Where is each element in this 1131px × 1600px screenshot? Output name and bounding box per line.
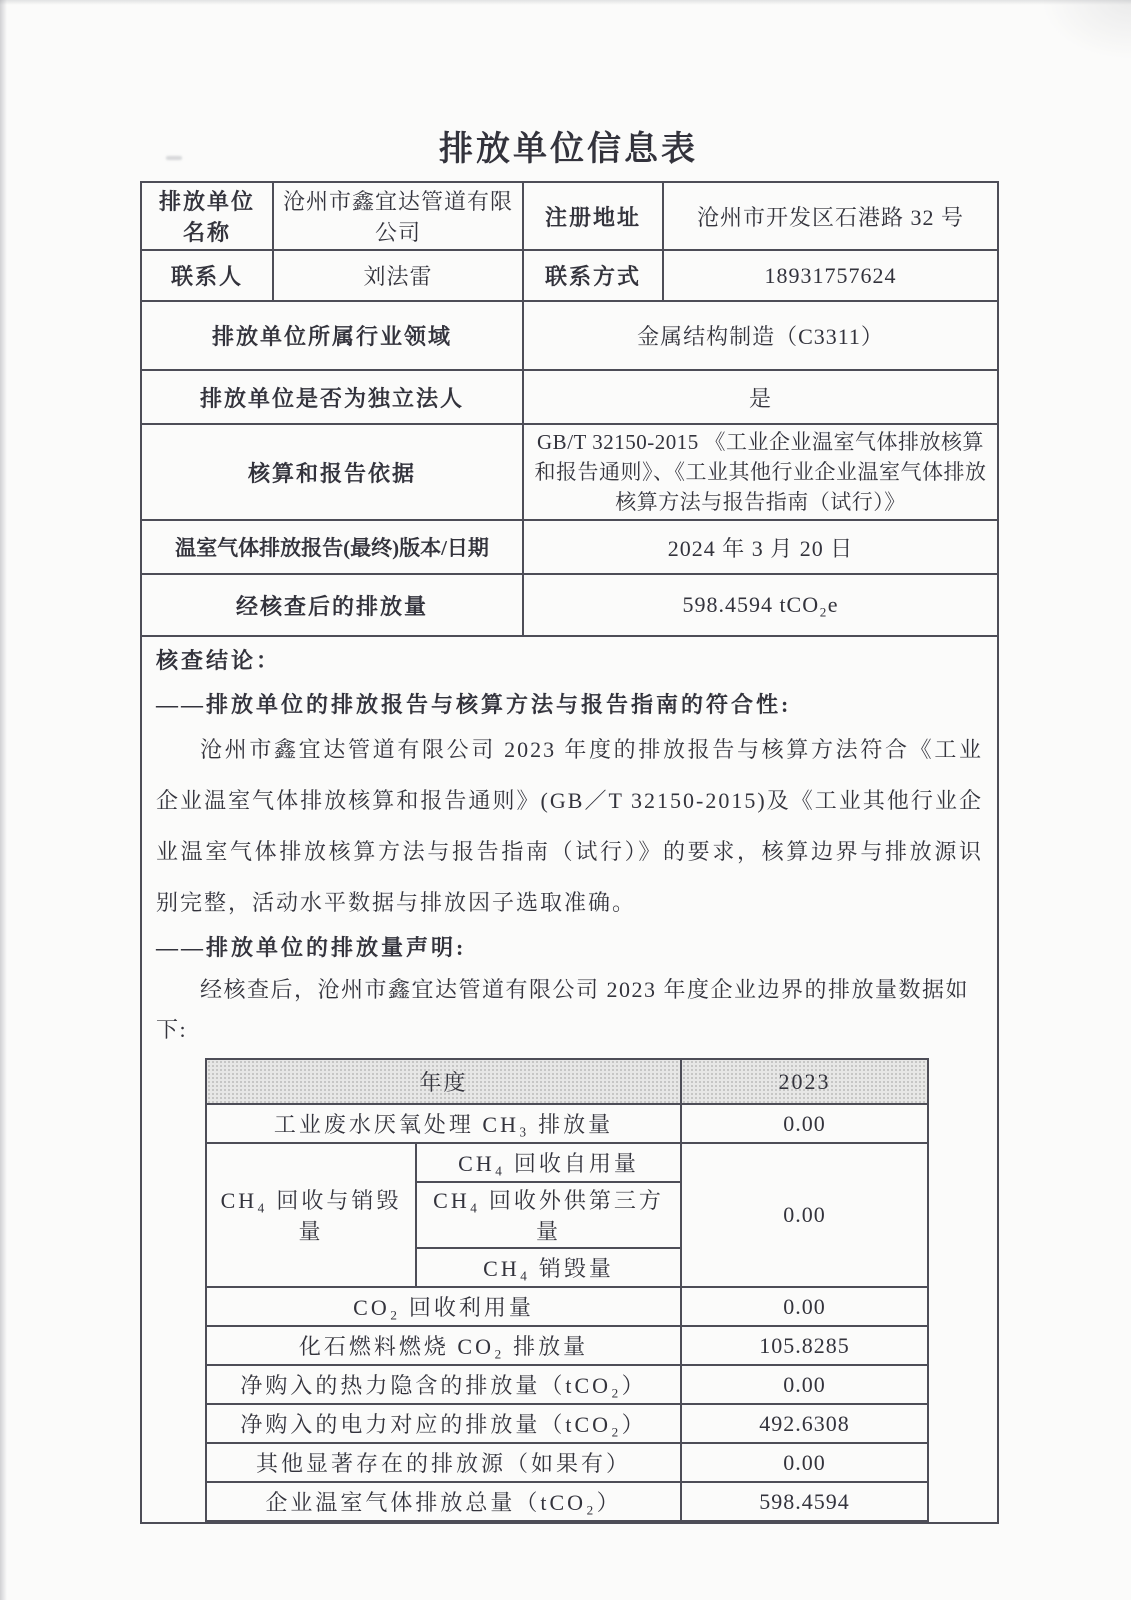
info-table <box>140 181 999 1524</box>
verified-emissions-value: 598.4594 tCO₂e <box>523 574 998 636</box>
ch4-self-use-label: CH₄ 回收自用量 <box>416 1143 681 1182</box>
scan-artifact-top-edge <box>0 0 1131 5</box>
industry-field-label: 排放单位所属行业领域 <box>141 301 523 370</box>
ch4-destroyed-label: CH₄ 销毁量 <box>416 1248 681 1287</box>
row-co2-recovery <box>206 1287 928 1326</box>
report-version-value: 2024 年 3 月 20 日 <box>523 520 998 574</box>
fossil-fuel-value: 105.8285 <box>681 1326 928 1365</box>
compliance-heading: ——排放单位的排放报告与核算方法与报告指南的符合性: <box>156 692 792 717</box>
accounting-basis-value: GB/T 32150-2015 《工业企业温室气体排放核算和报告通则》、《工业其他行业企业温室气体排放核算方法与报告指南（试行）》 <box>523 424 998 520</box>
row-legal-person <box>141 370 998 424</box>
conclusion-heading: 核查结论： <box>156 648 282 673</box>
registered-address-value: 沧州市开发区石港路 32 号 <box>663 182 998 250</box>
purchased-heat-label: 净购入的热力隐含的排放量（tCO₂） <box>206 1365 681 1404</box>
page-title: 排放单位信息表 <box>439 131 698 168</box>
unit-name-label: 排放单位名称 <box>141 182 273 250</box>
ch4-third-party-label: CH₄ 回收外供第三方量 <box>416 1182 681 1248</box>
ch4-group-value: 0.00 <box>681 1143 928 1287</box>
scan-artifact-left-edge <box>0 0 7 1600</box>
row-industry <box>141 301 998 370</box>
independent-legal-value: 是 <box>523 370 998 424</box>
total-emissions-value: 598.4594 <box>681 1482 928 1521</box>
purchased-heat-value: 0.00 <box>681 1365 928 1404</box>
report-version-label: 温室气体排放报告(最终)版本/日期 <box>141 520 523 574</box>
year-header-label: 年度 <box>206 1059 681 1104</box>
total-emissions-label: 企业温室气体排放总量（tCO₂） <box>206 1482 681 1521</box>
statement-intro: 经核查后，沧州市鑫宜达管道有限公司 2023 年度企业边界的排放量数据如下: <box>156 977 970 1042</box>
row-ch4-sub-1 <box>206 1143 928 1182</box>
contact-method-value: 18931757624 <box>663 250 998 301</box>
row-fossil-fuel <box>206 1326 928 1365</box>
wastewater-ch-label: 工业废水厌氧处理 CH₃ 排放量 <box>206 1104 681 1143</box>
co2-recovery-label: CO₂ 回收利用量 <box>206 1287 681 1326</box>
co2-recovery-value: 0.00 <box>681 1287 928 1326</box>
other-sources-label: 其他显著存在的排放源（如果有） <box>206 1443 681 1482</box>
registered-address-label: 注册地址 <box>523 182 663 250</box>
accounting-basis-label: 核算和报告依据 <box>141 424 523 520</box>
emission-header-row <box>206 1059 928 1104</box>
fossil-fuel-label: 化石燃料燃烧 CO₂ 排放量 <box>206 1326 681 1365</box>
row-conclusion <box>141 636 998 1523</box>
ch4-group-label: CH₄ 回收与销毁量 <box>206 1143 416 1287</box>
verified-emissions-label: 经核查后的排放量 <box>141 574 523 636</box>
emission-table <box>205 1058 929 1522</box>
contact-person-value: 刘法雷 <box>273 250 523 301</box>
row-unit-name <box>141 182 998 250</box>
row-purchased-electricity <box>206 1404 928 1443</box>
purchased-electricity-label: 净购入的电力对应的排放量（tCO₂） <box>206 1404 681 1443</box>
row-other-sources <box>206 1443 928 1482</box>
row-wastewater-ch <box>206 1104 928 1143</box>
contact-method-label: 联系方式 <box>523 250 663 301</box>
purchased-electricity-value: 492.6308 <box>681 1404 928 1443</box>
row-purchased-heat <box>206 1365 928 1404</box>
scan-artifact-corner <box>1041 0 1131 60</box>
other-sources-value: 0.00 <box>681 1443 928 1482</box>
unit-name-value: 沧州市鑫宜达管道有限公司 <box>273 182 523 250</box>
industry-field-value: 金属结构制造（C3311） <box>523 301 998 370</box>
compliance-text: 沧州市鑫宜达管道有限公司 2023 年度的排放报告与核算方法符合《工业企业温室气体排放核算和报告通则》(GB／T 32150-2015)及《工业其他行业企业温室气体排放核算方法与报告指南（试行）》的要求，核算边界与排放源识别完整，活动水平数据与排放因子选取准确。 <box>156 737 983 915</box>
contact-person-label: 联系人 <box>141 250 273 301</box>
conclusion-section <box>141 636 998 1523</box>
statement-heading: ——排放单位的排放量声明: <box>156 935 467 960</box>
row-total-emissions <box>206 1482 928 1521</box>
row-accounting-basis <box>141 424 998 520</box>
row-report-version <box>141 520 998 574</box>
row-verified-emissions <box>141 574 998 636</box>
year-header-value: 2023 <box>681 1059 928 1104</box>
row-contact <box>141 250 998 301</box>
independent-legal-label: 排放单位是否为独立法人 <box>141 370 523 424</box>
wastewater-ch-value: 0.00 <box>681 1104 928 1143</box>
